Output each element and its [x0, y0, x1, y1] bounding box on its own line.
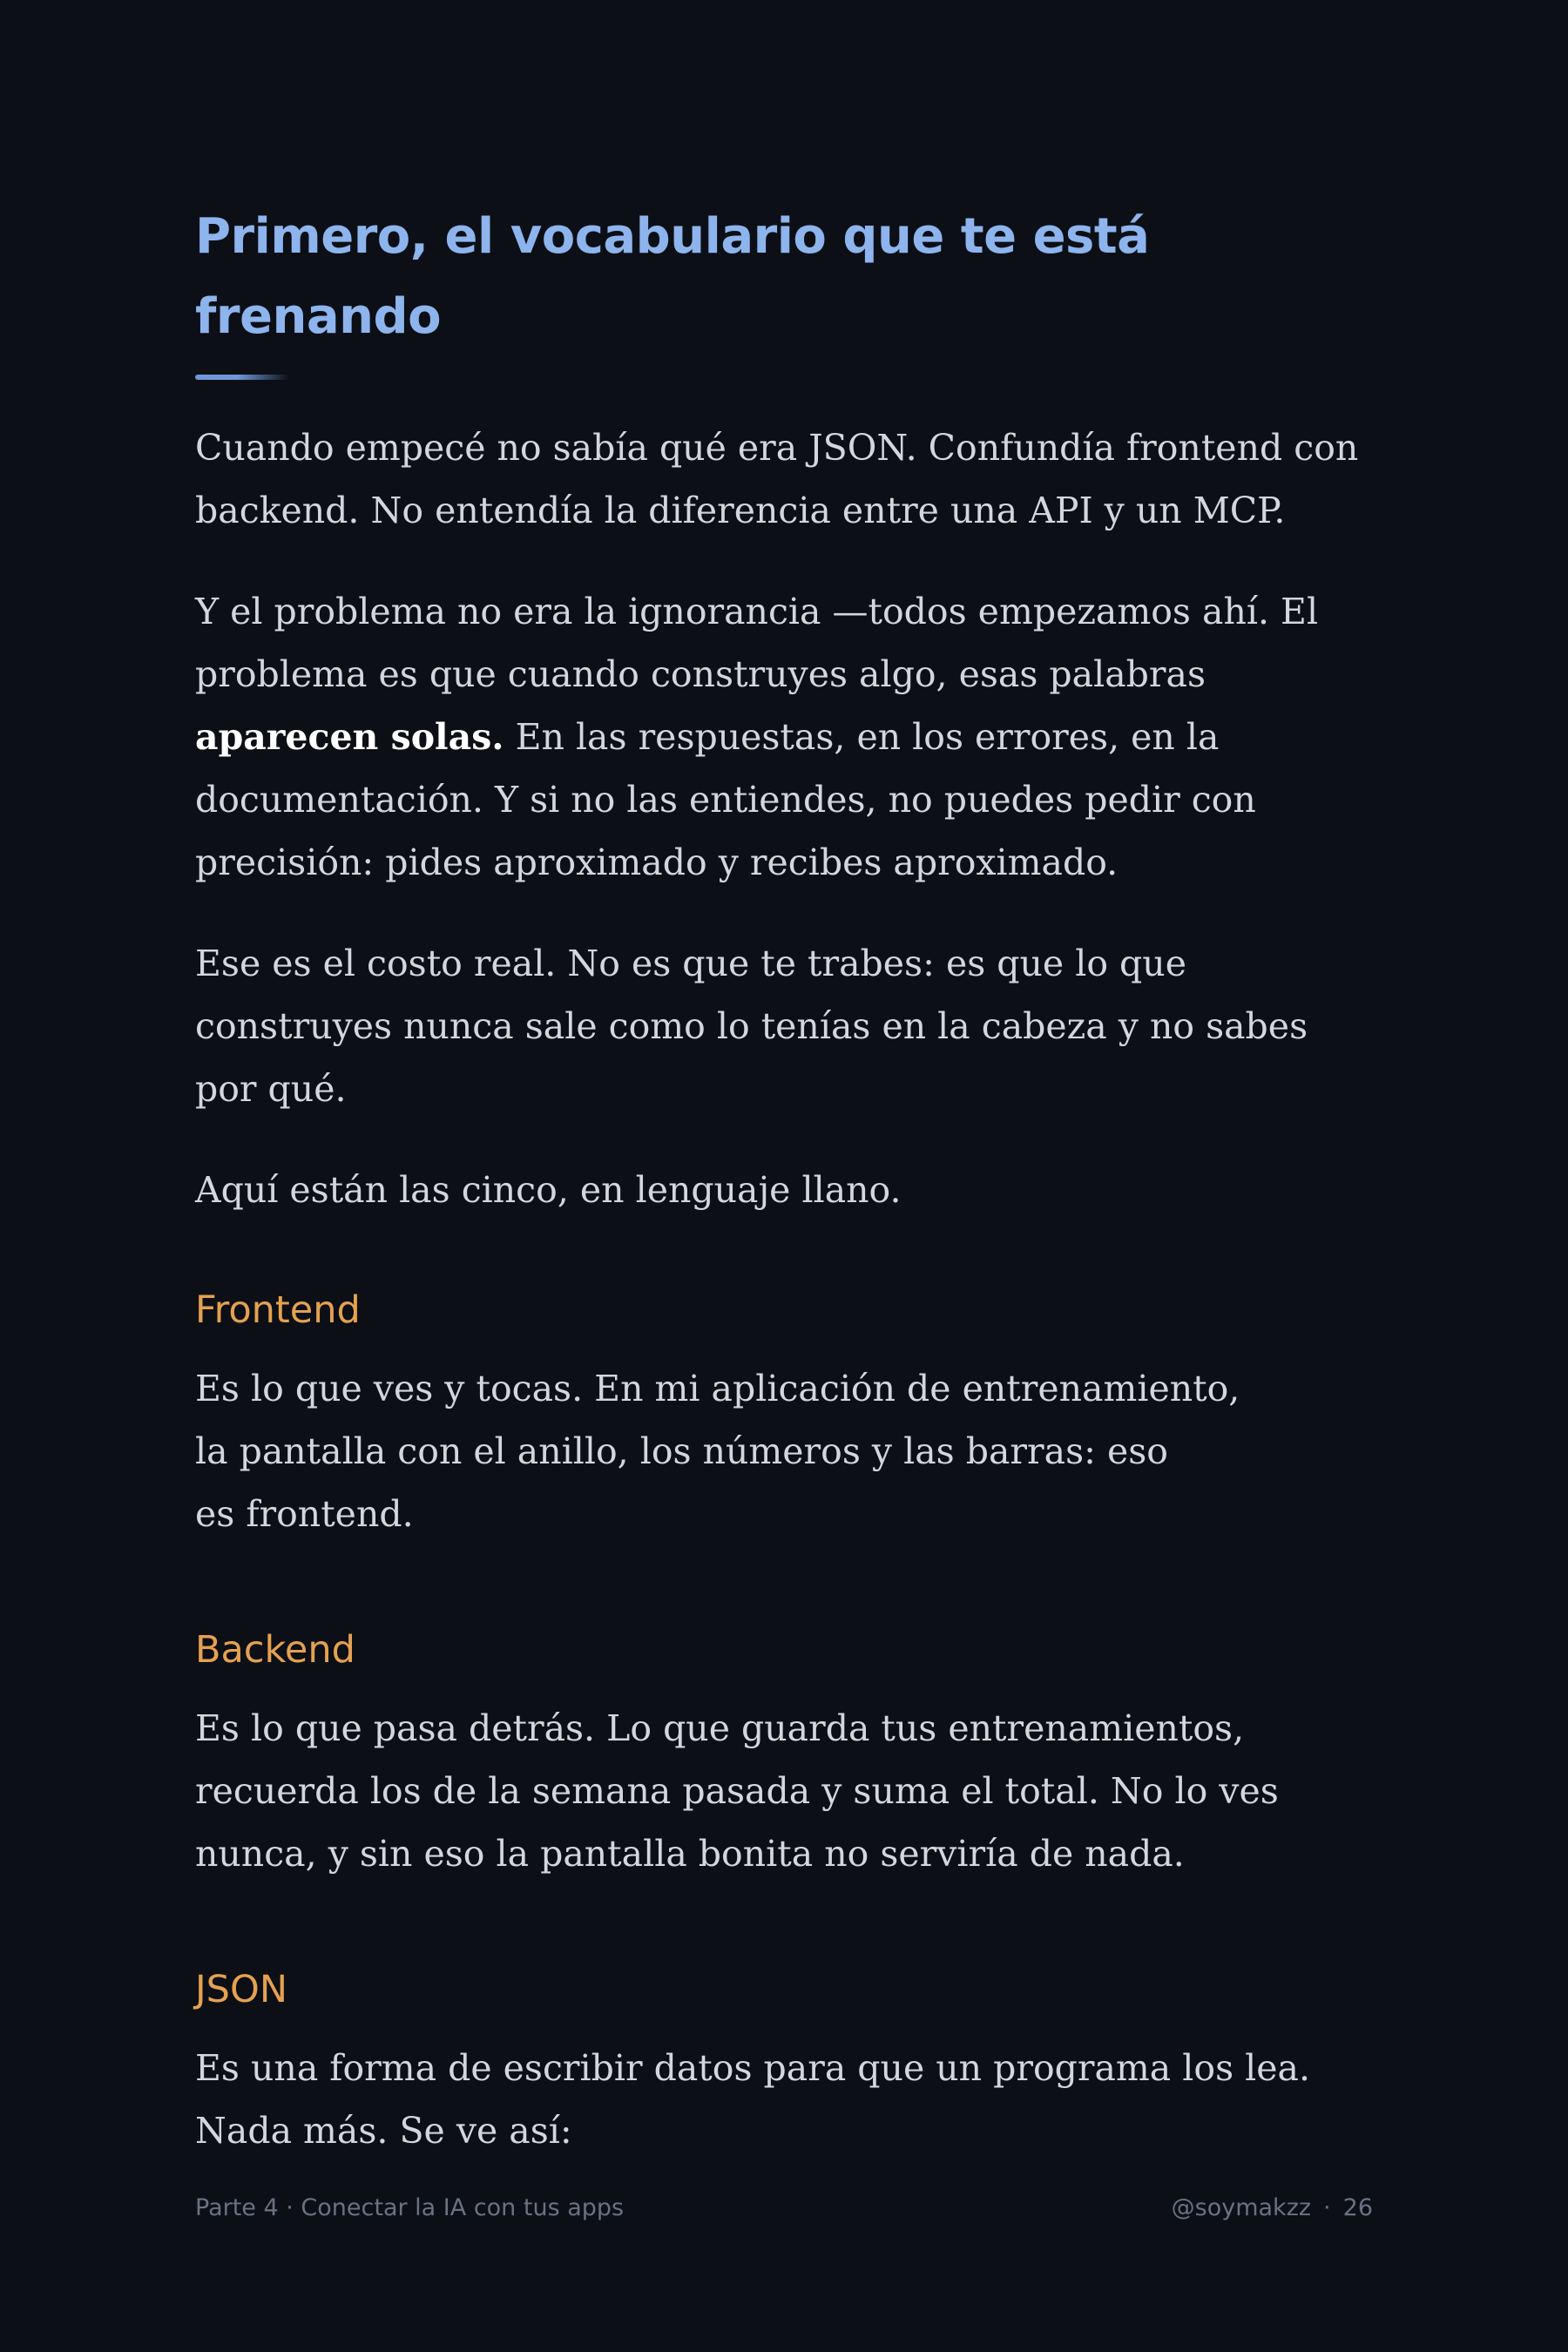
term-definition-backend — [195, 1697, 1380, 1885]
intro-paragraph-2-start: Y el problema no era la ignorancia —todos empezamos ahí. El problema es que cuando construyes algo, esas palabras — [195, 591, 1319, 695]
definition-line: la pantalla con el anillo, los números y las barras: eso — [195, 1430, 1168, 1472]
author-handle: @soymakzz — [1171, 2194, 1312, 2221]
page-title: Primero, el vocabulario que te está frenando — [195, 208, 1150, 345]
definition-line: es frontend. — [195, 1493, 414, 1535]
definition-line: Es una forma de escribir datos para que un programa los lea. — [195, 2047, 1310, 2089]
intro-paragraph-1: Cuando empecé no sabía qué era JSON. Confundía frontend con backend. No entendía la diferencia entre una API y un MCP. — [195, 427, 1359, 531]
intro-paragraph-2-end: En las respuestas, en los errores, en la documentación. Y si no las entiendes, no puedes pedir con precisión: pides aproximado y recibes aproximado. — [195, 716, 1256, 883]
term-definition-json — [195, 2037, 1380, 2162]
footer-meta — [1172, 2186, 1373, 2230]
definition-line: recuerda los de la semana pasada y suma el total. No lo ves — [195, 1770, 1279, 1812]
term-heading-frontend: Frontend — [195, 1288, 361, 1332]
footer-separator: · — [1323, 2194, 1331, 2221]
page-number: 26 — [1342, 2194, 1373, 2221]
footer-section-title: Parte 4 · Conectar la IA con tus apps — [195, 2194, 625, 2221]
intro-paragraph-3: Ese es el costo real. No es que te trabes: es que lo que construyes nunca sale como lo tenías en la cabeza y no sabes por qué. — [195, 943, 1308, 1110]
page-footer — [195, 2186, 1373, 2230]
intro-paragraph-4: Aquí están las cinco, en lenguaje llano. — [195, 1169, 902, 1211]
definition-line: nunca, y sin eso la pantalla bonita no serviría de nada. — [195, 1833, 1185, 1875]
definition-line: Nada más. Se ve así: — [195, 2110, 572, 2152]
term-definition-frontend — [195, 1357, 1380, 1545]
term-heading-json: JSON — [195, 1968, 287, 2011]
title-underline — [195, 375, 289, 380]
definition-line: Es lo que ves y tocas. En mi aplicación de entrenamiento, — [195, 1368, 1240, 1409]
term-heading-backend: Backend — [195, 1628, 355, 1672]
page-content — [195, 197, 1380, 2162]
emphasis-text: aparecen solas. — [195, 716, 504, 758]
definition-line: Es lo que pasa detrás. Lo que guarda tus entrenamientos, — [195, 1707, 1245, 1749]
intro-paragraph-2 — [195, 580, 1380, 894]
